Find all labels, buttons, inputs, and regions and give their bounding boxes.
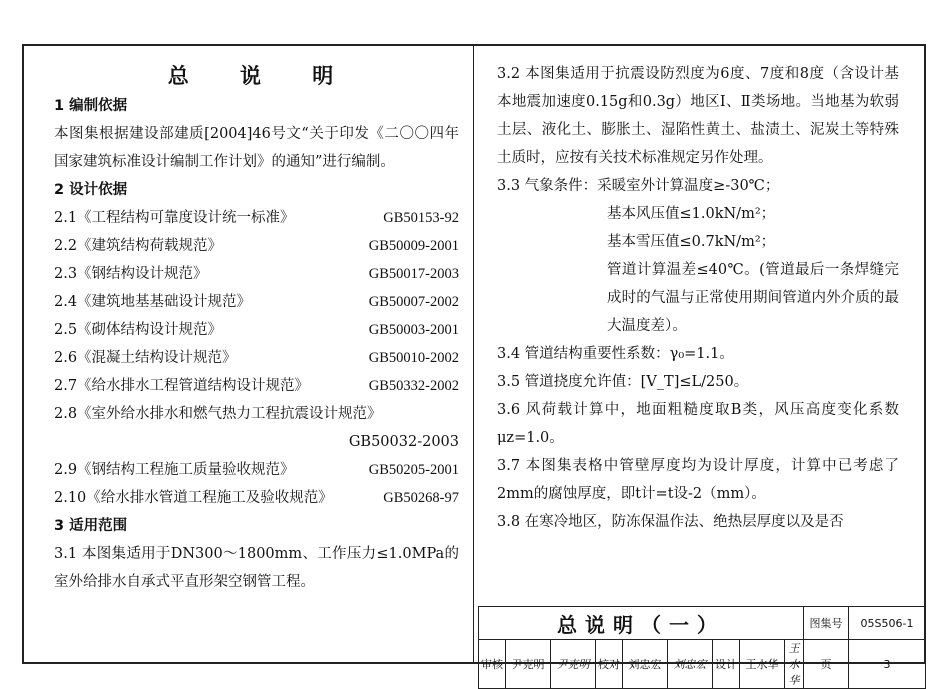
title-block bbox=[478, 606, 926, 687]
clause-3-3-line: 基本雪压值≤0.7kN/m²； bbox=[607, 234, 776, 250]
clause-3-7: 3.7 本图集表格中管壁厚度均为设计厚度，计算中已考虑了2mm的腐蚀厚度，即t计=t设-2（mm）。 bbox=[497, 458, 899, 502]
left-column bbox=[54, 60, 459, 596]
checker-name: 刘忠宏 bbox=[623, 640, 668, 689]
reference-item: 2.10《给水排水管道工程施工及验收规范》 GB50268-97 bbox=[54, 490, 459, 506]
column-divider bbox=[473, 44, 474, 664]
checker-signature: 刘忠宏 bbox=[668, 640, 713, 689]
clause-3-5: 3.5 管道挠度允许值：[V_T]≤L/250。 bbox=[497, 374, 749, 390]
clause-3-1: 3.1 本图集适用于DN300～1800mm、工作压力≤1.0MPa的室外给排水自承式平直形架空钢管工程。 bbox=[54, 546, 459, 590]
check-label: 校对 bbox=[596, 640, 623, 689]
reference-item: 2.7《给水排水工程管道结构设计规范》 GB50332-2002 bbox=[54, 378, 459, 394]
page-title: 总 说 明 bbox=[167, 64, 356, 88]
clause-3-6: 3.6 风荷载计算中，地面粗糙度取B类，风压高度变化系数 μz=1.0。 bbox=[497, 402, 899, 446]
designer-signature: 王水华 bbox=[785, 640, 804, 689]
design-label: 设计 bbox=[713, 640, 740, 689]
right-column bbox=[497, 60, 899, 536]
review-label: 审核 bbox=[479, 640, 506, 689]
designer-name: 王水华 bbox=[740, 640, 785, 689]
reference-item: 2.1《工程结构可靠度设计统一标准》 GB50153-92 bbox=[54, 210, 459, 226]
reviewer-name: 尹克明 bbox=[506, 640, 551, 689]
reference-code: GB50032-2003 bbox=[348, 434, 459, 450]
section-1-heading: 1 编制依据 bbox=[54, 98, 128, 114]
clause-3-3 bbox=[497, 172, 899, 200]
clause-3-4: 3.4 管道结构重要性系数：γ₀=1.1。 bbox=[497, 346, 734, 362]
atlas-label: 图集号 bbox=[804, 607, 849, 640]
drawing-name: 总说明（一） bbox=[479, 607, 804, 640]
clause-3-3-label: 3.3 气象条件： bbox=[497, 178, 598, 194]
section-3-heading: 3 适用范围 bbox=[54, 518, 128, 534]
reference-item: 2.2《建筑结构荷载规范》 GB50009-2001 bbox=[54, 238, 459, 254]
atlas-number: 05S506-1 bbox=[849, 607, 926, 640]
reference-item: 2.6《混凝土结构设计规范》 GB50010-2002 bbox=[54, 350, 459, 366]
reference-item: 2.3《钢结构设计规范》 GB50017-2003 bbox=[54, 266, 459, 282]
clause-3-3-line: 基本风压值≤1.0kN/m²； bbox=[607, 206, 776, 222]
clause-3-3-line: 采暖室外计算温度≥-30℃； bbox=[597, 178, 780, 194]
page-label: 页 bbox=[804, 640, 849, 689]
page-number: 3 bbox=[849, 640, 926, 689]
reference-item: 2.4《建筑地基基础设计规范》 GB50007-2002 bbox=[54, 294, 459, 310]
section-2-heading: 2 设计依据 bbox=[54, 182, 128, 198]
reference-item: 2.5《砌体结构设计规范》 GB50003-2001 bbox=[54, 322, 459, 338]
reference-name: 2.8《室外给水排水和燃气热力工程抗震设计规范》 bbox=[54, 406, 382, 422]
clause-3-8: 3.8 在寒冷地区，防冻保温作法、绝热层厚度以及是否 bbox=[497, 514, 844, 530]
reference-item: 2.9《钢结构工程施工质量验收规范》 GB50205-2001 bbox=[54, 462, 459, 478]
section-1-body: 本图集根据建设部建质[2004]46号文“关于印发《二〇〇四年国家建筑标准设计编制工作计划》的通知”进行编制。 bbox=[54, 126, 459, 170]
reference-item bbox=[54, 400, 459, 456]
reviewer-signature: 尹克明 bbox=[551, 640, 596, 689]
clause-3-3-line: 管道计算温差≤40℃。(管道最后一条焊缝完成时的气温与正常使用期间管道内外介质的最大温度差）。 bbox=[607, 262, 899, 334]
clause-3-2: 3.2 本图集适用于抗震设防烈度为6度、7度和8度（含设计基本地震加速度0.15g和0.3g）地区Ⅰ、Ⅱ类场地。当地基为软弱土层、液化土、膨胀土、湿陷性黄土、盐渍土、泥炭土等特殊土质时，应按有关技术标准规定另作处理。 bbox=[497, 66, 899, 166]
